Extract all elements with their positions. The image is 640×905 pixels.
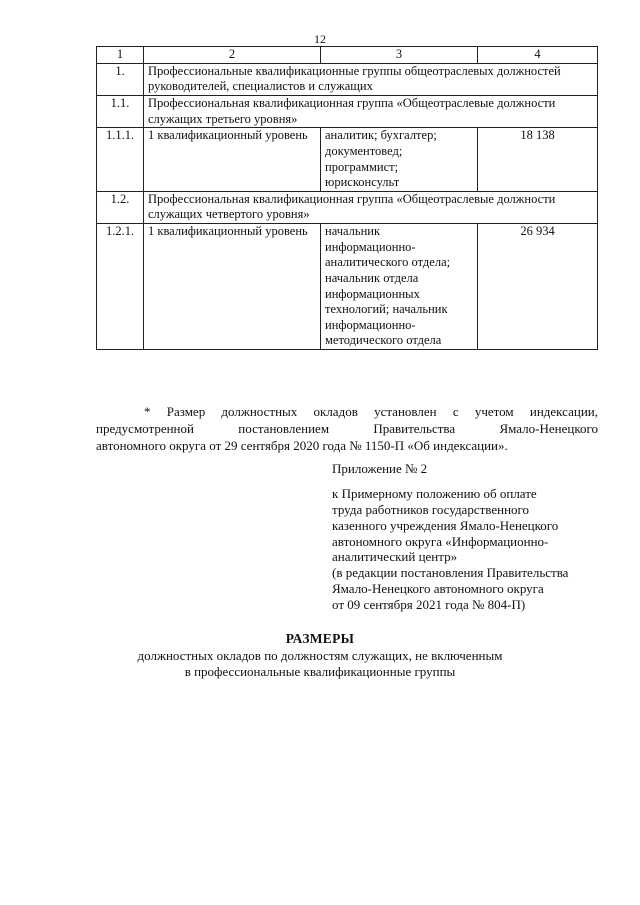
header-cell: 1 (97, 47, 144, 64)
header-cell: 2 (144, 47, 321, 64)
appendix-line: казенного учреждения Ямало-Ненецкого (332, 517, 559, 533)
appendix-title: Приложение № 2 (332, 461, 428, 476)
footnote-line: автономного округа от 29 сентября 2020 года № 1150-П «Об индексации». (96, 438, 508, 454)
salary-value: 26 934 (478, 224, 598, 350)
qualification-level: 1 квалификационный уровень (144, 224, 321, 350)
appendix-line: к Примерному положению об оплате (332, 486, 537, 501)
positions-list: аналитик; бухгалтер; документовед; программист; юрисконсульт (321, 128, 478, 192)
row-number: 1.2.1. (97, 224, 144, 350)
row-number: 1.1. (97, 96, 144, 128)
row-number: 1. (97, 63, 144, 95)
table-row (97, 191, 598, 223)
appendix-line: (в редакции постановления Правительства (332, 565, 569, 581)
section-subheading (0, 648, 640, 680)
table-header-row (97, 47, 598, 64)
row-number: 1.1.1. (97, 128, 144, 192)
appendix-line: аналитический центр» (332, 549, 458, 565)
header-cell: 3 (321, 47, 478, 64)
page-number: 12 (314, 32, 326, 46)
table-row (97, 96, 598, 128)
appendix-line: автономного округа «Информационно- (332, 533, 549, 549)
salary-value: 18 138 (478, 128, 598, 192)
subheading-line: в профессиональные квалификационные группы (184, 663, 456, 679)
appendix-line: от 09 сентября 2021 года № 804-П) (332, 597, 526, 613)
footnote-line: * Размер должностных окладов установлен с учетом индексации, (144, 404, 598, 419)
section-heading: РАЗМЕРЫ (285, 631, 355, 646)
appendix-reference (332, 486, 568, 613)
table-row (97, 63, 598, 95)
table-row (97, 224, 598, 350)
salary-table (96, 46, 598, 350)
header-cell: 4 (478, 47, 598, 64)
group-title: Профессиональная квалификационная группа «Общеотраслевые должности служащих третьего уровня» (144, 96, 598, 128)
footnote (96, 403, 598, 454)
subheading-line: должностных окладов по должностям служащих, не включенным (137, 648, 503, 663)
appendix-line: Ямало-Ненецкого автономного округа (332, 581, 544, 597)
positions-list: начальник информационно-аналитического отдела; начальник отдела информационных технологий; начальник информационно-методического отдела (321, 224, 478, 350)
row-number: 1.2. (97, 191, 144, 223)
table-row (97, 128, 598, 192)
footnote-line: предусмотренной постановлением Правительства Ямало-Ненецкого (96, 421, 598, 437)
appendix-line: труда работников государственного (332, 501, 530, 517)
qualification-level: 1 квалификационный уровень (144, 128, 321, 192)
group-title: Профессиональные квалификационные группы общеотраслевых должностей руководителей, специалистов и служащих (144, 63, 598, 95)
group-title: Профессиональная квалификационная группа «Общеотраслевые должности служащих четвертого уровня» (144, 191, 598, 223)
